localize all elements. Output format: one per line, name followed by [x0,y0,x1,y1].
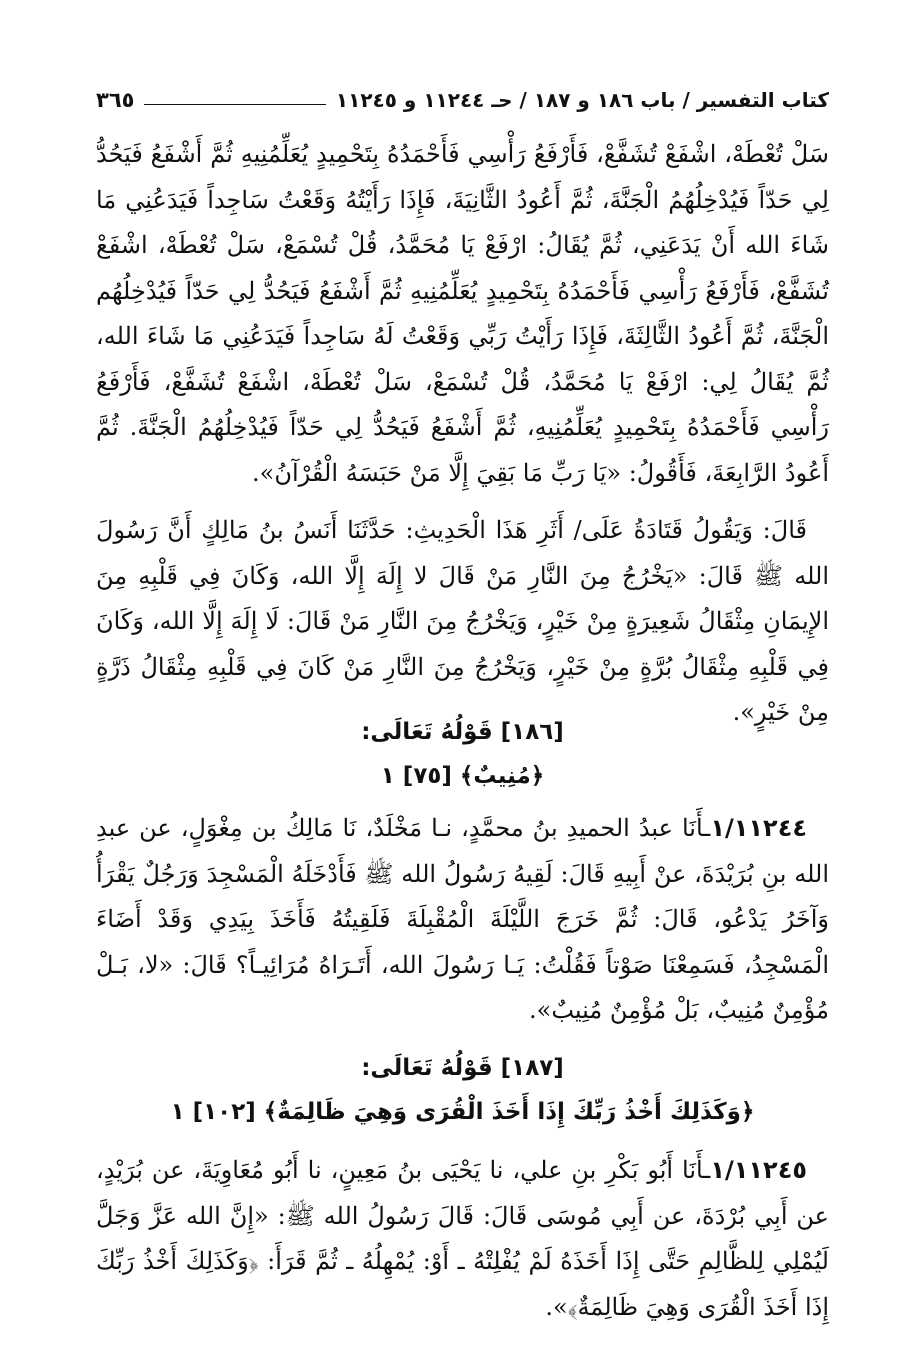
section-heading-186: [١٨٦] قَوْلُهُ تَعَالَى: [361,719,564,745]
section-heading-187: [١٨٧] قَوْلُهُ تَعَالَى: [361,1055,564,1081]
paragraph-qatada-addendum [96,508,829,736]
paragraph-text [96,806,829,1034]
hadith-number: ١/١١٢٤٥ [710,1156,807,1184]
paragraph-hadith-continuation [96,132,829,496]
page-number: ٣٦٥ [96,88,135,112]
hadith-11244 [96,806,829,1034]
running-header [96,82,829,118]
paragraph-text [96,1148,829,1330]
header-rule [144,104,325,105]
header-title: كتاب التفسير / باب ١٨٦ و ١٨٧ / حـ ١١٢٤٤ و ١١٢٤٥ [335,88,829,112]
verse-heading-187: ﴿وَكَذَلِكَ أَخْذُ رَبِّكَ إِذَا أَخَذَ الْقُرَى وَهِيَ ظَالِمَةٌ﴾ [١٠٢] ١ [170,1099,755,1125]
hadith-number: ١/١١٢٤٤ [710,814,807,842]
hadith-11245 [96,1148,829,1330]
verse-heading-186: ﴿مُنِيبٌ﴾ [٧٥] ١ [380,763,545,789]
paragraph-text: قَالَ: وَيَقُولُ قَتَادَةُ عَلَى/ أَثَرِ هَذَا الْحَدِيثِ: حَدَّثَنَا أَنَسُ بنُ مَالِكٍ أَنَّ رَسُولَ الله ﷺ قَالَ: «يَخْرُجُ مِنَ النَّارِ مَنْ قَالَ لا إِلَهَ إِلَّا الله، وَكَانَ فِي قَلْبِهِ مِنَ الإِيمَانِ مِثْقَالُ شَعِيرَةٍ مِنْ خَيْرٍ، وَيَخْرُجُ مِنَ النَّارِ مَنْ قَالَ: لَا إِلَهَ إِلَّا الله، وَكَانَ فِي قَلْبِهِ مِثْقَالُ بُرَّةٍ مِنْ خَيْرٍ، وَيَخْرُجُ مِنَ النَّارِ مَنْ كَانَ فِي قَلْبِهِ مِثْقَالُ ذَرَّةٍ مِنْ خَيْرٍ». [96,516,829,726]
paragraph-text: سَلْ تُعْطَهْ، اشْفَعْ تُشَفَّعْ، فَأَرْفَعُ رَأْسِي فَأَحْمَدُهُ بِتَحْمِيدٍ يُعَلِّمُنِيهِ ثُمَّ أَشْفَعُ فَيَحُدُّ لِي حَدّاً فَيُدْخِلُهُمُ الْجَنَّةَ، ثُمَّ أَعُودُ الثَّانِيَةَ، فَإِذَا رَأَيْتُهُ وَقَعْتُ سَاجِداً فَيَدَعُنِي مَا شَاءَ الله أَنْ يَدَعَنِي، ثُمَّ يُقَالُ: ارْفَعْ يَا مُحَمَّدُ، قُلْ تُسْمَعْ، سَلْ تُعْطَهْ، اشْفَعْ تُشَفَّعْ، فَأَرْفَعُ رَأْسِي فَأَحْمَدُهُ بِتَحْمِيدٍ يُعَلِّمُنِيهِ ثُمَّ أَشْفَعُ فَيَحُدُّ لِي حَدّاً فَيُدْخِلُهُم الْجَنَّةَ، ثُمَّ أَعُودُ الثَّالِثَةَ، فَإِذَا رَأَيْتُ رَبِّي وَقَعْتُ لَهُ سَاجِداً فَيَدَعُنِي مَا شَاءَ الله، ثُمَّ يُقَالُ لِي: ارْفَعْ يَا مُحَمَّدُ، قُلْ تُسْمَعْ، سَلْ تُعْطَهْ، اشْفَعْ تُشَفَّعْ، فَأَرْفَعُ رَأْسِي فَأَحْمَدُهُ بِتَحْمِيدٍ يُعَلِّمُنِيهِ، ثُمَّ أَشْفَعُ فَيَحُدُّ لِي حَدّاً فَيُدْخِلُهُمُ الْجَنَّةَ. ثُمَّ أَعُودُ الرَّابِعَةَ، فَأَقُولُ: «يَا رَبِّ مَا بَقِيَ إِلَّا مَنْ حَبَسَهُ الْقُرْآنُ». [96,140,829,487]
hadith-text: ـأَنَا أَبُو بَكْرِ بنِ علي، نا يَحْيَى بنُ مَعِينٍ، نا أَبُو مُعَاوِيَةَ، عن بُرَيْدٍ، عن أَبِي بُرْدَةَ، عن أَبِي مُوسَى قَالَ: قَالَ رَسُولُ الله ﷺ: «إِنَّ الله عَزَّ وَجَلَّ لَيُمْلِي لِلظَّالِمِ حَتَّى إِذَا أَخَذَهُ لَمْ يُفْلِتْهُ ـ أَوْ: يُمْهِلُهُ ـ ثُمَّ قَرَأَ: ﴿وَكَذَلِكَ أَخْذُ رَبِّكَ إِذَا أَخَذَ الْقُرَى وَهِيَ ظَالِمَةٌ﴾». [96,1156,829,1321]
hadith-text: ـأَنَا عبدُ الحميدِ بنُ محمَّدٍ، نـا مَخْلَدٌ، نَا مَالِكُ بن مِغْوَلٍ، عن عبدِ الله بنِ بُرَيْدَةَ، عنْ أَبِيهِ قَالَ: لَقِيهُ رَسُولُ الله ﷺ فَأَدْخَلَهُ الْمَسْجِدَ وَرَجُلٌ يَقْرَأُ وَآخَرُ يَدْعُو، قَالَ: ثُمَّ خَرَجَ اللَّيْلَةَ الْمُقْبِلَةَ فَلَقِيتُهُ فَأَخَذَ بِيَدِي وَقَدْ أَضَاءَ الْمَسْجِدُ، فَسَمِعْنَا صَوْتاً فَقُلْتُ: يَـا رَسُولَ الله، أَتَـرَاهُ مُرَائِيـاً؟ قَالَ: «لا، بَـلْ مُؤْمِنٌ مُنِيبٌ، بَلْ مُؤْمِنٌ مُنِيبٌ». [96,814,829,1024]
